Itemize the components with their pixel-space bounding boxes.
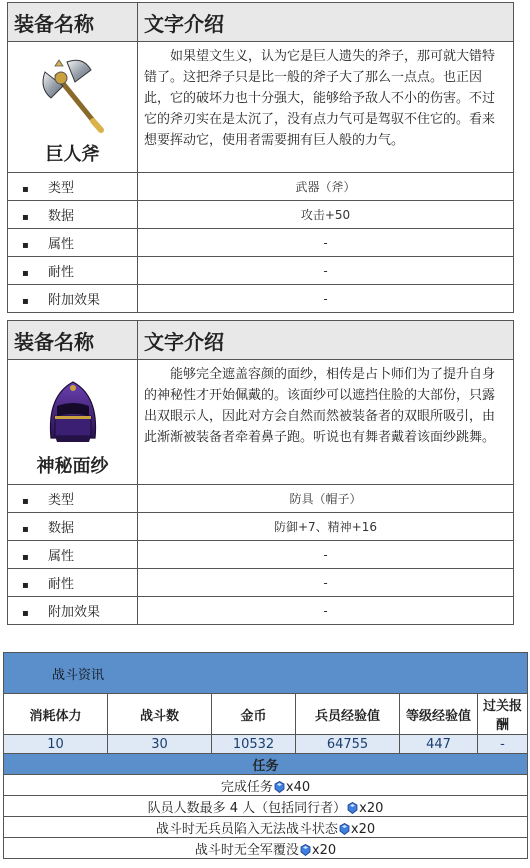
attr-label: 耐性 <box>48 577 75 592</box>
task-reward: x20 <box>359 800 384 816</box>
task-reward: x40 <box>285 779 311 795</box>
header-equipment-name: 装备名称 <box>8 321 138 360</box>
task-row <box>4 817 528 838</box>
attr-row-stats <box>8 201 514 229</box>
attr-row-type <box>8 173 514 201</box>
header-description: 文字介绍 <box>138 3 514 42</box>
battle-values-row <box>4 735 528 754</box>
gem-icon <box>346 802 359 814</box>
equipment-table-mystic-veil <box>7 320 514 625</box>
bullet-icon: ▪ <box>22 524 29 535</box>
gem-icon <box>273 781 286 793</box>
equipment-image-cell <box>8 42 138 173</box>
attr-row-element <box>8 541 514 569</box>
col-header-soldier-exp: 兵员经验值 <box>296 694 400 735</box>
bullet-icon: ▪ <box>22 296 29 307</box>
col-header-gold: 金币 <box>212 694 296 735</box>
task-row <box>4 838 528 859</box>
bullet-icon: ▪ <box>22 552 29 563</box>
header-description: 文字介绍 <box>138 321 514 360</box>
battle-header-row <box>4 694 528 735</box>
attr-row-element <box>8 229 514 257</box>
axe-icon <box>37 58 109 134</box>
attr-value: 武器（斧） <box>138 173 514 201</box>
value-level-exp: 447 <box>400 735 478 754</box>
value-gold: 10532 <box>212 735 296 754</box>
col-header-reward: 过关报酬 <box>478 694 528 735</box>
bullet-icon: ▪ <box>22 268 29 279</box>
equipment-image-cell <box>8 360 138 485</box>
task-text: 战斗时无兵员陷入无法战斗状态 <box>155 821 338 837</box>
attr-value: - <box>138 229 514 257</box>
task-text: 完成任务 <box>220 779 273 795</box>
bullet-icon: ▪ <box>22 496 29 507</box>
attr-value: 攻击+50 <box>138 201 514 229</box>
bullet-icon: ▪ <box>22 608 29 619</box>
equipment-description: 如果望文生义，认为它是巨人遗失的斧子，那可就大错特错了。这把斧子只是比一般的斧子大了那么一点点。也正因此，它的破坏力也十分强大，能够给予敌人不小的伤害。不过它的斧刃实在是太沉了，没有点力气可是驾驭不住它的。看来想要挥动它，使用者需要拥有巨人般的力气。 <box>138 42 514 173</box>
header-equipment-name: 装备名称 <box>8 3 138 42</box>
attr-label: 类型 <box>48 493 75 508</box>
attr-value: 防御+7、精神+16 <box>138 513 514 541</box>
equipment-description: 能够完全遮盖容颜的面纱，相传是占卜师们为了提升自身的神秘性才开始佩戴的。该面纱可以遮挡住脸的大部份，只露出双眼示人，因此对方会自然而然被装备者的双眼所吸引，由此渐渐被装备者牵着鼻子跑。听说也有舞者戴着该面纱跳舞。 <box>138 360 514 485</box>
bullet-icon: ▪ <box>22 240 29 251</box>
value-soldier-exp: 64755 <box>296 735 400 754</box>
task-title: 任务 <box>4 754 528 775</box>
attr-label: 属性 <box>48 549 75 564</box>
bullet-icon: ▪ <box>22 580 29 591</box>
gem-icon <box>338 823 351 835</box>
attr-row-extra-effect <box>8 285 514 313</box>
attr-label: 属性 <box>48 237 75 252</box>
attr-label: 附加效果 <box>48 293 101 308</box>
equipment-name: 巨人斧 <box>45 144 100 165</box>
attr-label: 数据 <box>48 521 75 536</box>
task-text: 队员人数最多 4 人（包括同行者） <box>147 800 347 816</box>
col-header-level-exp: 等级经验值 <box>400 694 478 735</box>
attr-value: - <box>138 257 514 285</box>
col-header-battles: 战斗数 <box>108 694 212 735</box>
task-row <box>4 775 528 796</box>
attr-row-extra-effect <box>8 597 514 625</box>
value-reward: - <box>478 735 528 754</box>
col-header-stamina: 消耗体力 <box>4 694 108 735</box>
attr-value: 防具（帽子） <box>138 485 514 513</box>
attr-label: 类型 <box>48 181 75 196</box>
task-text: 战斗时无全军覆没 <box>194 842 299 858</box>
attr-label: 数据 <box>48 209 75 224</box>
attr-row-resistance <box>8 257 514 285</box>
battle-info-title: 战斗资讯 <box>4 653 528 694</box>
attr-row-stats <box>8 513 514 541</box>
attr-value: - <box>138 569 514 597</box>
attr-value: - <box>138 285 514 313</box>
attr-label: 耐性 <box>48 265 75 280</box>
bullet-icon: ▪ <box>22 184 29 195</box>
attr-label: 附加效果 <box>48 605 101 620</box>
attr-row-resistance <box>8 569 514 597</box>
attr-row-type <box>8 485 514 513</box>
task-reward: x20 <box>350 821 376 837</box>
equipment-table-giant-axe <box>7 2 514 313</box>
value-battles: 30 <box>108 735 212 754</box>
value-stamina: 10 <box>4 735 108 754</box>
bullet-icon: ▪ <box>22 212 29 223</box>
attr-value: - <box>138 597 514 625</box>
attr-value: - <box>138 541 514 569</box>
veil-hood-icon <box>43 376 103 446</box>
task-reward: x20 <box>311 842 337 858</box>
equipment-name: 神秘面纱 <box>36 456 109 477</box>
task-row <box>4 796 528 817</box>
gem-icon <box>299 844 312 856</box>
battle-info-table <box>3 652 528 859</box>
